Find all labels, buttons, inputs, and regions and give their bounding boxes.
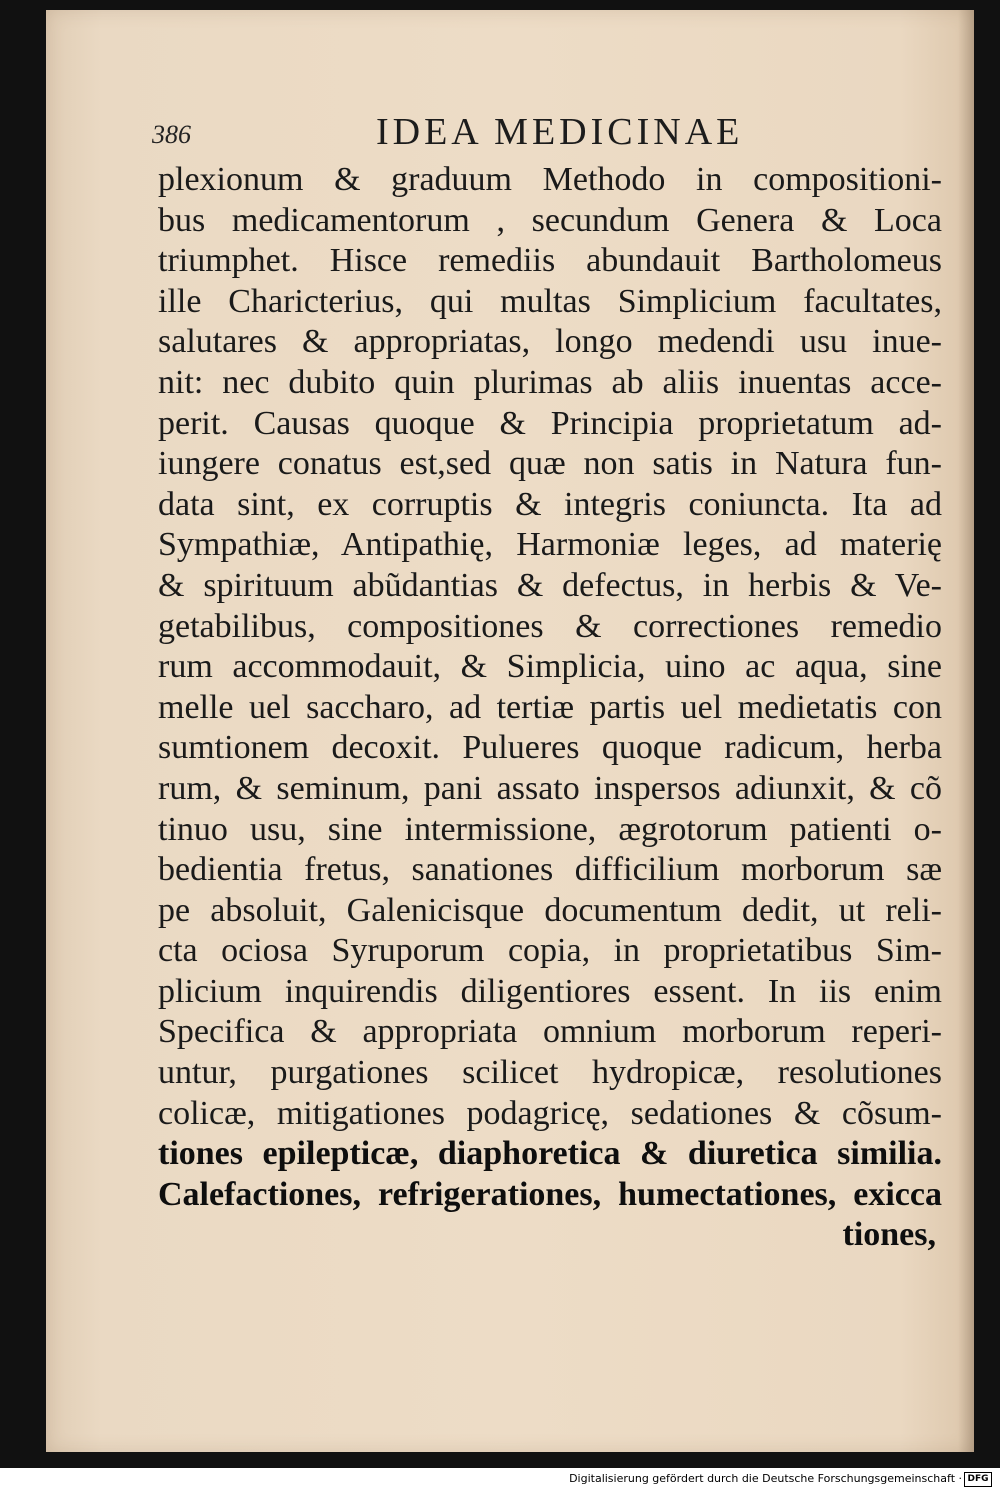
text-line: colicæ, mitigationes podagricę, sedationes & cõsum-	[158, 1094, 942, 1132]
running-title: IDEA MEDICINAE	[376, 111, 744, 153]
text-line: & spirituum abũdantias & defectus, in herbis & Ve-	[158, 566, 942, 604]
text-line: rum accommodauit, & Simplicia, uino ac aqua, sine	[158, 648, 942, 686]
text-line: plicium inquirendis diligentiores essent. In iis enim	[158, 972, 942, 1010]
text-line: nit: nec dubito quin plurimas ab aliis inuentas acce-	[158, 363, 942, 401]
text-line: salutares & appropriatas, longo medendi usu inue-	[158, 323, 942, 361]
text-line: untur, purgationes scilicet hydropicæ, resolutiones	[158, 1054, 942, 1092]
book-page	[46, 10, 974, 1452]
text-line: perit. Causas quoque & Principia proprietatum ad-	[158, 404, 942, 442]
running-head	[152, 110, 852, 160]
page-number: 386	[152, 120, 191, 149]
text-line: tiones epilepticæ, diaphoretica & diuretica similia.	[158, 1135, 942, 1173]
text-line: rum, & seminum, pani assato inspersos adiunxit, & cõ	[158, 769, 942, 807]
text-line: bedientia fretus, sanationes difficilium morborum sæ	[158, 851, 942, 889]
text-line: Sympathiæ, Antipathię, Harmoniæ leges, ad materię	[158, 526, 942, 564]
text-body	[158, 160, 942, 1256]
text-line: tinuo usu, sine intermissione, ægrotorum patienti o-	[158, 810, 942, 848]
text-line: iungere conatus est,sed quæ non satis in Natura fun-	[158, 445, 942, 483]
page-edge-shadow	[958, 10, 974, 1452]
catchword-line: tiones,	[842, 1216, 936, 1254]
dfg-logo-icon: DFG	[964, 1472, 992, 1487]
text-line: triumphet. Hisce remediis abundauit Bartholomeus	[158, 242, 942, 280]
text-line: cta ociosa Syruporum copia, in proprietatibus Sim-	[158, 932, 942, 970]
text-line: ille Charicterius, qui multas Simplicium facultates,	[158, 282, 942, 320]
text-line: Specifica & appropriata omnium morborum reperi-	[158, 1013, 942, 1051]
funding-credit: Digitalisierung gefördert durch die Deutsche Forschungsgemeinschaft ·	[569, 1472, 962, 1485]
text-line: bus medicamentorum , secundum Genera & Loca	[158, 201, 942, 239]
text-line: plexionum & graduum Methodo in compositioni-	[158, 161, 942, 198]
text-line: melle uel saccharo, ad tertiæ partis uel medietatis con	[158, 688, 942, 726]
text-line: data sint, ex corruptis & integris coniuncta. Ita ad	[158, 485, 942, 523]
text-line: pe absoluit, Galenicisque documentum dedit, ut reli-	[158, 891, 942, 929]
text-line: getabilibus, compositiones & correctiones remedio	[158, 607, 942, 645]
footer-bar	[0, 1468, 1000, 1490]
text-line: sumtionem decoxit. Pulueres quoque radicum, herba	[158, 729, 942, 767]
text-line: Calefactiones, refrigerationes, humectationes, exicca	[158, 1175, 942, 1213]
